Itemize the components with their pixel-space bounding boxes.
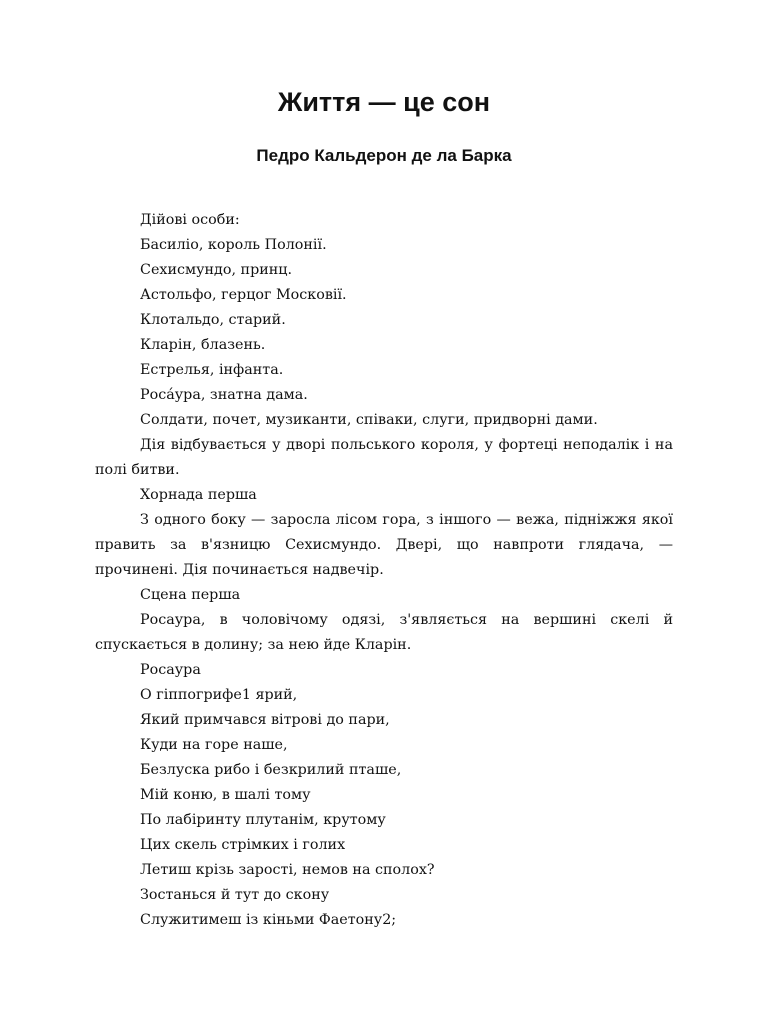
verse-line: О гіппогрифе1 ярий, [140, 687, 298, 703]
paragraph: Сехисмундо, принц. [140, 262, 293, 278]
paragraph: Росаура [140, 662, 201, 678]
paragraph: Дійові особи: [140, 212, 240, 228]
verse-line: Служитимеш із кіньми Фаетону2; [140, 912, 397, 928]
paragraph: Астольфо, герцог Московії. [140, 287, 347, 303]
paragraph: Солдати, почет, музиканти, співаки, слуги, придворні дами. [140, 412, 598, 428]
verse-line: Мій коню, в шалі тому [140, 787, 311, 803]
paragraph: Росáура, знатна дама. [140, 387, 308, 403]
document-title: Життя — це сон [277, 87, 491, 117]
paragraph: Басиліо, король Полонії. [140, 237, 327, 253]
paragraph: Сцена перша [140, 587, 241, 603]
verse-line: Безлуска рибо і безкрилий пташе, [140, 762, 402, 778]
verse-line: Летиш крізь зарості, немов на сполох? [140, 862, 435, 878]
verse-line: Цих скель стрімких і голих [140, 837, 346, 853]
verse-line: Зостанься й тут до скону [140, 887, 330, 903]
document-body [95, 208, 673, 933]
paragraph: Кларін, блазень. [140, 337, 266, 353]
paragraph: Клотальдо, старий. [140, 312, 286, 328]
paragraph: Росаура, в чоловічому одязі, з'являється на вершині скелі й спускається в долину; за нею йде Кларін. [95, 612, 673, 653]
verse-line: Куди на горе наше, [140, 737, 288, 753]
paragraph: З одного боку — заросла лісом гора, з іншого — вежа, підніжжя якої править за в'язницю Сехисмундо. Двері, що навпроти глядача, — прочинені. Дія починається надвечір. [95, 512, 673, 578]
verse-line: По лабіринту плутанім, крутому [140, 812, 386, 828]
paragraph: Естрелья, інфанта. [140, 362, 284, 378]
paragraph: Хорнада перша [140, 487, 257, 503]
document-author: Педро Кальдерон де ла Барка [256, 146, 512, 165]
verse-line: Який примчався вітрові до пари, [140, 712, 390, 728]
paragraph: Дія відбувається у дворі польського короля, у фортеці неподалік і на полі битви. [95, 437, 673, 478]
